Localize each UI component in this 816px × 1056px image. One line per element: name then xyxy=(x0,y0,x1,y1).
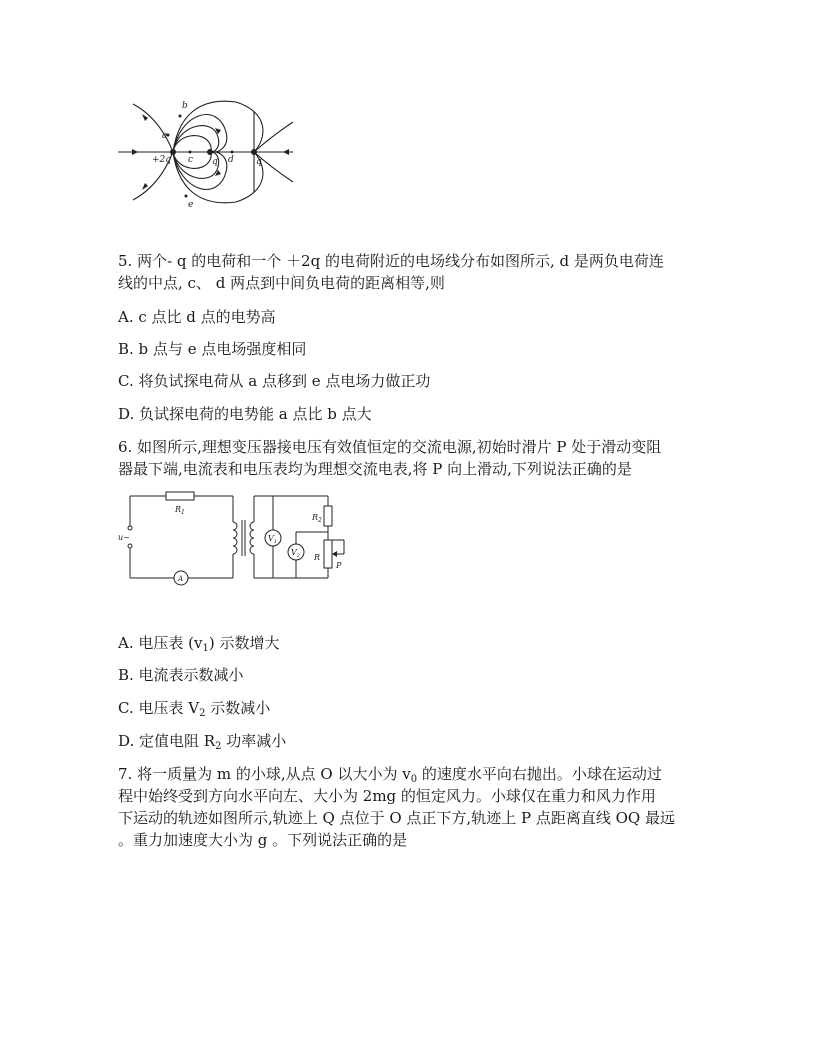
minus-q-charge-left xyxy=(207,149,213,155)
source-terminal-top xyxy=(128,526,132,530)
q6-option-c: C. 电压表 $V_2$ 示数减小 xyxy=(118,699,271,719)
q6-stem-line2: 器最下端,电流表和电压表均为理想交流电表,将 P 向上滑动,下列说法正确的是 xyxy=(118,460,632,478)
slider-arrow xyxy=(332,551,337,557)
label-c: c xyxy=(188,155,194,165)
field-lines-figure xyxy=(118,92,298,212)
q7-stem-line2: 程中始终受到方向水平向左、大小为 2mg 的恒定风力。小球仅在重力和风力作用 xyxy=(118,787,656,805)
q5-option-d: D. 负试探电荷的电势能 a 点比 b 点大 xyxy=(118,405,372,423)
q5-stem-line2: 线的中点, c、 d 两点到中间负电荷的距离相等,则 xyxy=(118,274,445,292)
resistor-r1 xyxy=(166,492,194,500)
label-q-left: q xyxy=(212,157,218,167)
secondary-coil xyxy=(250,522,254,554)
q5-option-b: B. b 点与 e 点电场强度相同 xyxy=(118,340,307,358)
q7-stem-line1: 7. 将一质量为 m 的小球,从点 O 以大小为 $v_0$ 的速度水平向右抛出。小球在运动过 xyxy=(118,765,662,785)
point-b xyxy=(179,115,182,118)
minus-q-charge-right xyxy=(251,149,257,155)
q6-option-b: B. 电流表示数减小 xyxy=(118,666,244,684)
label-r1: $R_1$ xyxy=(175,505,185,516)
rheostat-r xyxy=(324,540,332,568)
label-ammeter: A xyxy=(178,575,184,583)
transformer-circuit-figure xyxy=(118,490,358,586)
q7-stem-line4: 。重力加速度大小为 g 。下列说法正确的是 xyxy=(118,831,408,849)
label-a: a xyxy=(162,131,168,141)
q6-option-a: A. 电压表 $(v_1)$ 示数增大 xyxy=(118,634,280,654)
q5-option-a: A. c 点比 d 点的电势高 xyxy=(118,308,276,326)
source-terminal-bottom xyxy=(128,544,132,548)
primary-coil xyxy=(233,522,237,554)
point-d xyxy=(231,151,234,154)
label-p: P xyxy=(336,561,342,570)
resistor-r2 xyxy=(324,506,332,526)
label-e: e xyxy=(188,200,194,210)
q6-option-d: D. 定值电阻 $R_2$ 功率减小 xyxy=(118,732,287,752)
q5-option-c: C. 将负试探电荷从 a 点移到 e 点电场力做正功 xyxy=(118,372,431,390)
label-r: R xyxy=(314,553,321,562)
label-b: b xyxy=(182,101,188,111)
label-q-right: q xyxy=(256,157,262,167)
q5-stem-line1: 5. 两个- q 的电荷和一个 ＋2q 的电荷附近的电场线分布如图所示, d 是两负电荷连 xyxy=(118,252,664,270)
point-c xyxy=(189,151,192,154)
label-plus-2q: +2q xyxy=(152,155,172,165)
label-d: d xyxy=(228,155,234,165)
label-r2: $R_2$ xyxy=(312,513,322,524)
label-source: u~ xyxy=(118,533,130,542)
label-v1: $V_1$ xyxy=(268,534,277,545)
point-e xyxy=(185,195,188,198)
q7-stem-line3: 下运动的轨迹如图所示,轨迹上 Q 点位于 O 点正下方,轨迹上 P 点距离直线 OQ 最远 xyxy=(118,809,675,827)
label-v2: $V_2$ xyxy=(291,548,300,559)
q6-stem-line1: 6. 如图所示,理想变压器接电压有效值恒定的交流电源,初始时滑片 P 处于滑动变阻 xyxy=(118,438,662,456)
